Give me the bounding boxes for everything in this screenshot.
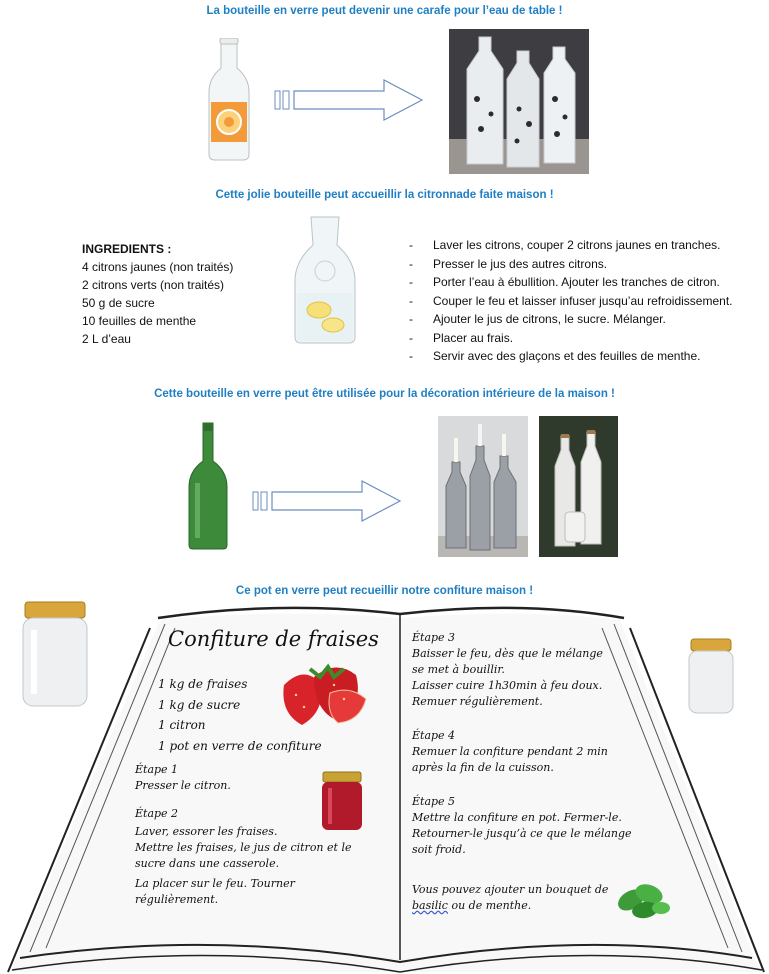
etape2-line: La placer sur le feu. Tourner — [135, 877, 295, 890]
etape3-line: Laisser cuire 1h30min à feu doux. — [412, 679, 603, 692]
step-item: - Couper le feu et laisser infuser jusqu’au refroidissement. — [409, 292, 732, 311]
book-title: Confiture de fraises — [168, 627, 379, 651]
book-etape4 — [412, 728, 608, 776]
section1-title: La bouteille en verre peut devenir une carafe pour l’eau de table ! — [206, 5, 563, 17]
ingredient-item: 10 feuilles de menthe — [82, 314, 197, 328]
ingredient-item: 50 g de sucre — [82, 296, 155, 310]
lemonade-ingredients — [82, 240, 233, 348]
etape2-line: sucre dans une casserole. — [135, 857, 280, 870]
etape4-title: Étape 4 — [412, 729, 456, 742]
book-ingredient: 1 citron — [158, 718, 206, 732]
etape2-line: régulièrement. — [135, 893, 219, 906]
etape4-line: après la fin de la cuisson. — [412, 761, 554, 774]
lemonade-steps — [409, 236, 732, 366]
lemonade-carafe-photo — [289, 215, 361, 345]
etape5-line: soit froid. — [412, 843, 466, 856]
step-item: - Placer au frais. — [409, 329, 732, 348]
section3-title: Cette bouteille en verre peut être utilisée pour la décoration intérieure de la maison ! — [154, 388, 615, 400]
step-item: - Laver les citrons, couper 2 citrons jaunes en tranches. — [409, 236, 732, 255]
glass-bottle-orange-label-photo — [205, 38, 253, 162]
strawberries-photo — [274, 655, 370, 727]
green-wine-bottle-photo — [163, 413, 253, 553]
section4-title: Ce pot en verre peut recueillir notre confiture maison ! — [235, 585, 534, 597]
tip-line-2 — [412, 898, 608, 914]
step-item: - Presser le jus des autres citrons. — [409, 255, 732, 274]
etape2-line: Mettre les fraises, le jus de citron et le — [135, 841, 352, 854]
decorated-bottles-photo — [449, 29, 589, 174]
book-ingredient: 1 pot en verre de confiture — [158, 738, 322, 753]
etape2-line: Laver, essorer les fraises. — [135, 825, 278, 838]
arrow-right-icon-2 — [252, 479, 402, 523]
step-item: - Ajouter le jus de citrons, le sucre. Mélanger. — [409, 310, 732, 329]
etape2-title: Étape 2 — [135, 807, 179, 820]
arrow-right-icon — [274, 78, 424, 122]
candle-bottles-photo — [438, 416, 528, 557]
tip-line: Vous pouvez ajouter un bouquet de — [412, 883, 609, 896]
book-etape3 — [412, 630, 603, 710]
tip-rest: ou de menthe. — [447, 899, 532, 912]
etape3-line: Remuer régulièrement. — [412, 695, 543, 708]
etape3-line: se met à bouillir. — [412, 663, 505, 676]
white-painted-bottles-photo — [539, 416, 618, 557]
etape1-title: Étape 1 — [135, 763, 179, 776]
ingredients-heading: INGREDIENTS : — [82, 242, 172, 256]
step-item: - Servir avec des glaçons et des feuilles de menthe. — [409, 347, 732, 366]
section2-title: Cette jolie bouteille peut accueillir la citronnade faite maison ! — [215, 189, 554, 201]
book-ingredient: 1 kg de sucre — [158, 697, 241, 712]
etape5-line: Mettre la confiture en pot. Fermer-le. — [412, 811, 622, 824]
step-item: - Porter l’eau à ébullition. Ajouter les tranches de citron. — [409, 273, 732, 292]
tip-basilic: basilic — [412, 899, 448, 912]
mint-leaves-photo — [615, 876, 671, 924]
etape4-line: Remuer la confiture pendant 2 min — [412, 745, 608, 758]
etape3-title: Étape 3 — [412, 631, 456, 644]
ingredient-item: 2 L d’eau — [82, 332, 131, 346]
ingredient-item: 2 citrons verts (non traités) — [82, 278, 225, 292]
book-etape2 — [135, 806, 351, 908]
etape1-line: Presser le citron. — [135, 779, 231, 792]
book-etape1 — [135, 762, 231, 794]
ingredient-item: 4 citrons jaunes (non traités) — [82, 260, 234, 274]
book-ingredient: 1 kg de fraises — [158, 677, 248, 691]
etape3-line: Baisser le feu, dès que le mélange — [412, 647, 603, 660]
book-tip — [412, 882, 608, 914]
book-etape5 — [412, 794, 632, 858]
etape5-line: Retourner-le jusqu’à ce que le mélange — [412, 827, 632, 840]
etape5-title: Étape 5 — [412, 795, 456, 808]
